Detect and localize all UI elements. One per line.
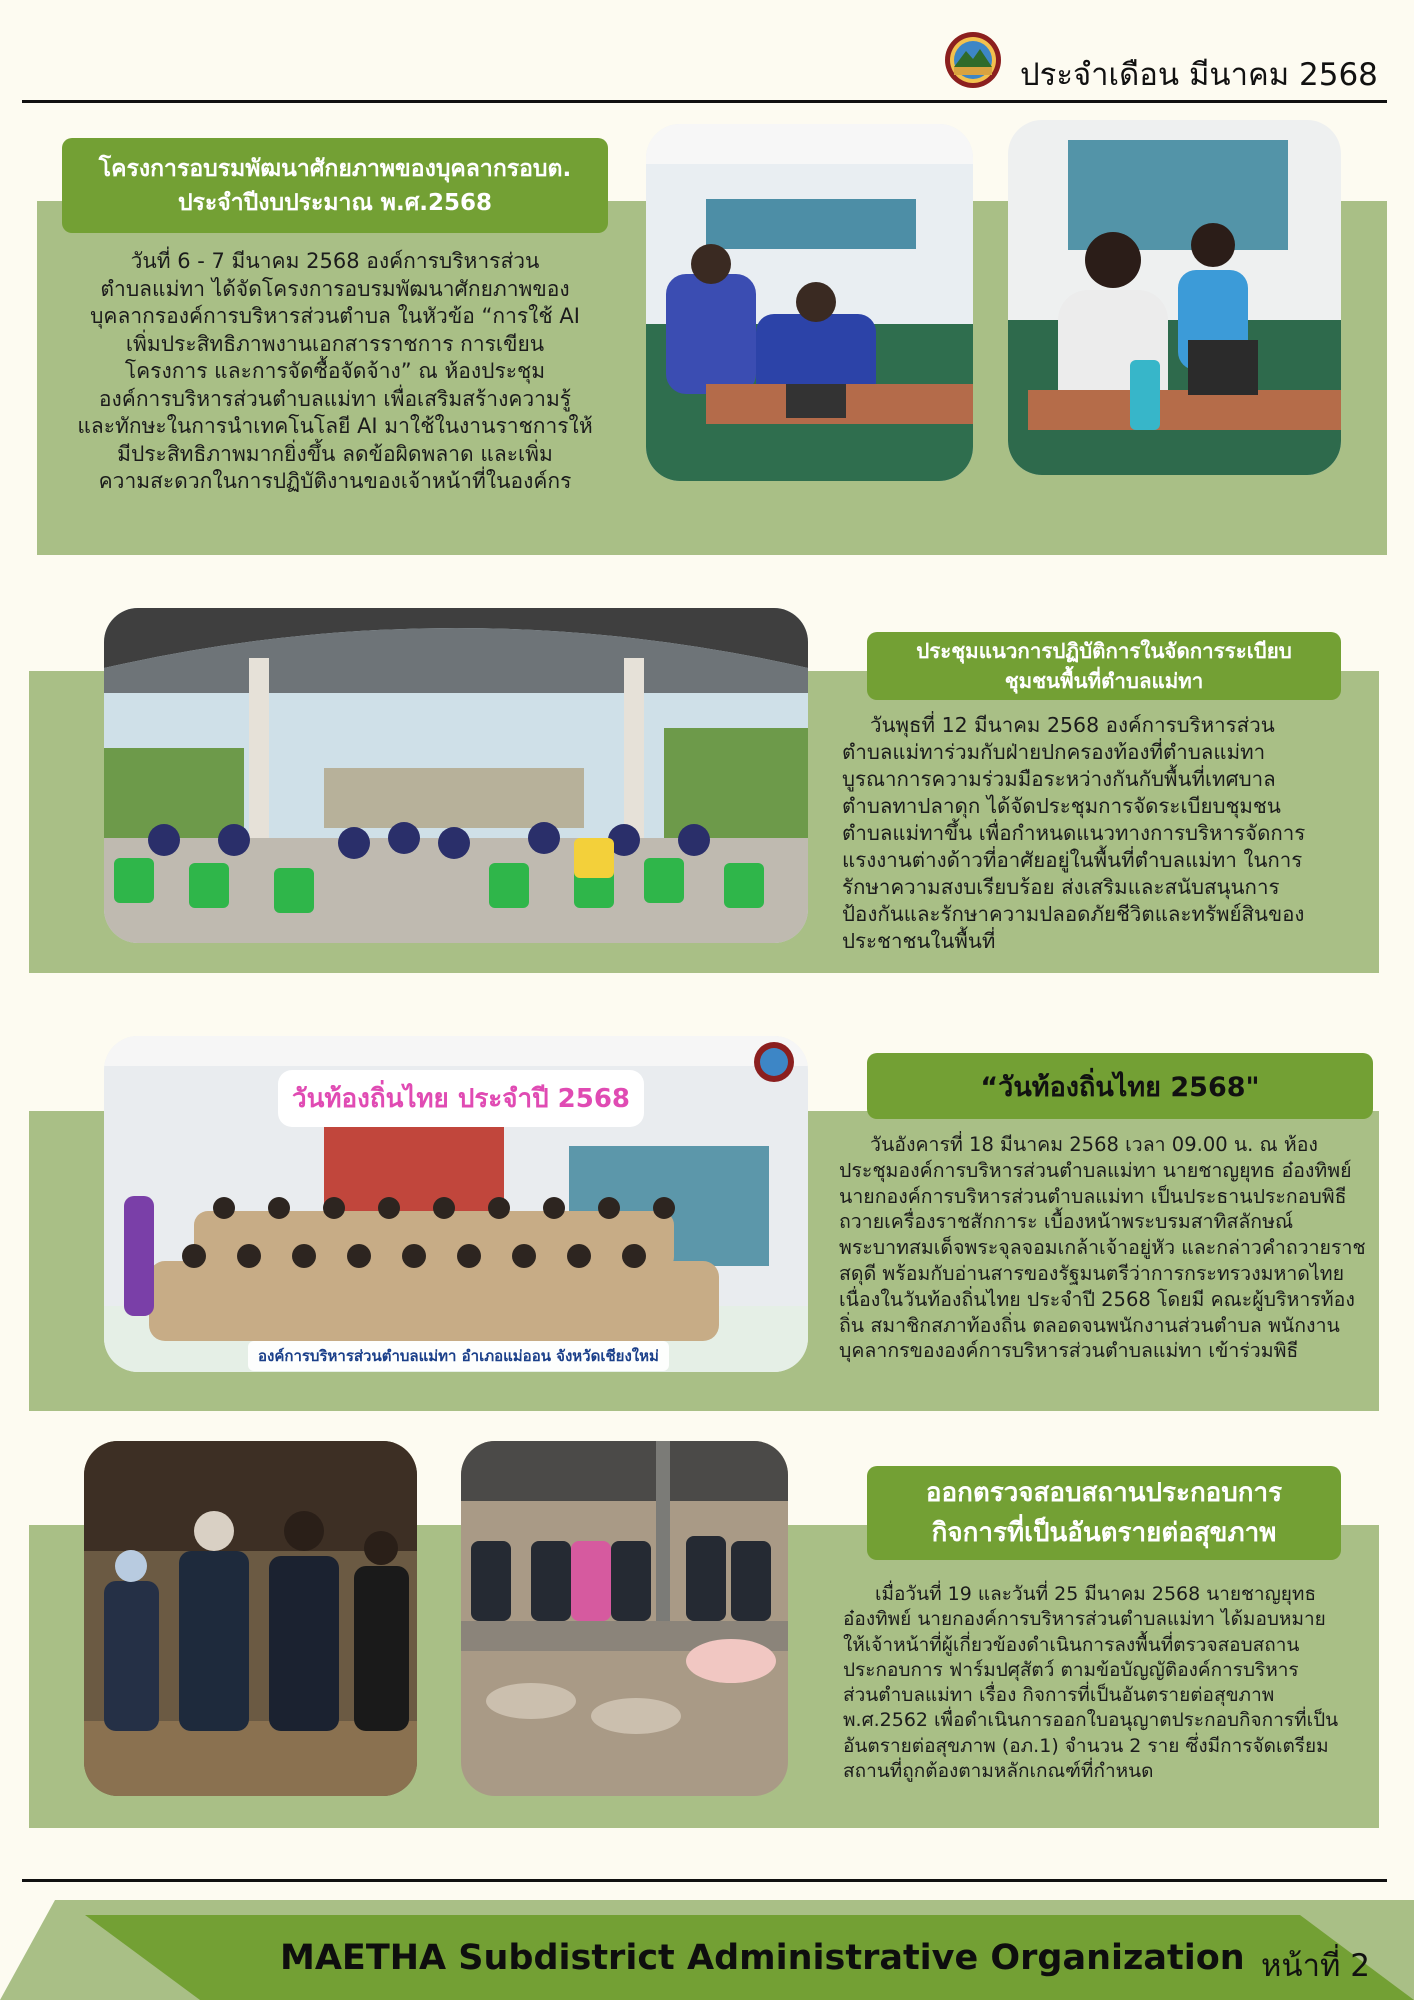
section-4-title-line1: ออกตรวจสอบสถานประกอบการ: [925, 1478, 1283, 1508]
farm-inspection-photo-2: [461, 1441, 788, 1796]
section-3-body: [839, 1132, 1379, 1364]
section-2-title-line2: ชุมชนพื้นที่ตำบลแม่ทา: [1004, 669, 1204, 693]
community-meeting-photo: [104, 608, 808, 943]
section-1-body: [55, 248, 615, 496]
section-2-body: [842, 712, 1362, 955]
section-1-line: บุคลากรองค์การบริหารส่วนตำบล ในหัวข้อ “การใช้ AI: [90, 304, 580, 328]
section-3-line: ถิ่น สมาชิกสภาท้องถิ่น ตลอดจนพนักงานส่วนตำบล พนักงาน: [839, 1313, 1340, 1337]
section-1-title: [62, 138, 608, 233]
section-2-line: ตำบลทาปลาดุก ได้จัดประชุมการจัดระเบียบชุมชน: [842, 794, 1281, 818]
footer-page-number: หน้าที่ 2: [1260, 1948, 1370, 1984]
section-4-line: สถานที่ถูกต้องตามหลักเกณฑ์ที่กำหนด: [843, 1760, 1154, 1783]
section-1-title-line2: ประจำปีงบประมาณ พ.ศ.2568: [177, 189, 493, 216]
organization-logo: [944, 31, 1002, 89]
section-4-line: พ.ศ.2562 เพื่อดำเนินการออกใบอนุญาตประกอบกิจการที่เป็น: [843, 1709, 1339, 1732]
issue-month: ประจำเดือน มีนาคม 2568: [1020, 57, 1378, 93]
section-3-line: นายกองค์การบริหารส่วนตำบลแม่ทา เป็นประธานประกอบพิธี: [839, 1184, 1347, 1208]
section-1-title-line1: โครงการอบรมพัฒนาศักยภาพของบุคลากรอบต.: [98, 155, 572, 182]
training-room-photo-1: [646, 124, 973, 481]
section-4-line: อ๋องทิพย์ นายกองค์การบริหารส่วนตำบลแม่ทา ได้มอบหมาย: [843, 1608, 1326, 1631]
footer-divider: [22, 1879, 1387, 1882]
section-1-line: มีประสิทธิภาพมากยิ่งขึ้น ลดข้อผิดพลาด และเพิ่ม: [117, 441, 553, 466]
local-day-photo-subcaption: องค์การบริหารส่วนตำบลแม่ทา อำเภอแม่ออน จังหวัดเชียงใหม่: [248, 1341, 669, 1371]
section-2-line: ตำบลแม่ทาร่วมกับฝ่ายปกครองท้องที่ตำบลแม่ทา: [842, 740, 1266, 764]
section-3-line: ถวายเครื่องราชสักการะ เบื้องหน้าพระบรมสาทิสลักษณ์: [839, 1210, 1294, 1234]
section-3-line: พระบาทสมเด็จพระจุลจอมเกล้าเจ้าอยู่หัว และกล่าวคำถวายราช: [839, 1236, 1366, 1260]
section-3-line: วันอังคารที่ 18 มีนาคม 2568 เวลา 09.00 น. ณ ห้อง: [870, 1133, 1318, 1156]
section-1-line: และทักษะในการนำเทคโนโลยี AI มาใช้ในงานราชการให้: [77, 414, 593, 438]
section-2-line: บูรณาการความร่วมมือระหว่างกันกับพื้นที่เทศบาล: [842, 767, 1276, 791]
training-room-photo-2: [1008, 120, 1341, 475]
section-2-title-line1: ประชุมแนวการปฏิบัติการในจัดการระเบียบ: [916, 639, 1292, 663]
section-1-line: ตำบลแม่ทา ได้จัดโครงการอบรมพัฒนาศักยภาพของ: [100, 276, 570, 301]
section-4-line: เมื่อวันที่ 19 และวันที่ 25 มีนาคม 2568 นายชาญยุทธ: [875, 1583, 1317, 1605]
section-4-title: [867, 1466, 1341, 1560]
section-3-title-line1: “วันท้องถิ่นไทย 2568": [980, 1071, 1260, 1103]
section-3-line: บุคลากรขององค์การบริหารส่วนตำบลแม่ทา เข้าร่วมพิธี: [839, 1339, 1299, 1363]
section-2-line: รักษาความสงบเรียบร้อย ส่งเสริมและสนับสนุนการ: [842, 875, 1280, 899]
section-4-line: ประกอบการ ฟาร์มปศุสัตว์ ตามข้อบัญญัติองค์การบริหาร: [843, 1658, 1299, 1681]
section-2-line: ตำบลแม่ทาขึ้น เพื่อกำหนดแนวทางการบริหารจัดการ: [842, 821, 1306, 845]
section-1-line: วันที่ 6 - 7 มีนาคม 2568 องค์การบริหารส่วน: [130, 249, 540, 273]
section-4-title-line2: กิจการที่เป็นอันตรายต่อสุขภาพ: [931, 1518, 1277, 1548]
section-3-line: ประชุมองค์การบริหารส่วนตำบลแม่ทา นายชาญยุทธ อ๋องทิพย์: [839, 1158, 1352, 1182]
section-1-line: ความสะดวกในการปฏิบัติงานของเจ้าหน้าที่ในองค์กร: [98, 469, 572, 493]
local-day-photo-caption: วันท้องถิ่นไทย ประจำปี 2568: [278, 1070, 644, 1127]
section-2-line: ประชาชนในพื้นที่: [842, 929, 996, 953]
farm-inspection-photo-1: [84, 1441, 417, 1796]
section-2-line: แรงงานต่างด้าวที่อาศัยอยู่ในพื้นที่ตำบลแม่ทา ในการ: [842, 848, 1303, 872]
section-3-line: เนื่องในวันท้องถิ่นไทย ประจำปี 2568 โดยมี คณะผู้บริหารท้อง: [839, 1287, 1355, 1311]
section-4-line: อันตรายต่อสุขภาพ (อภ.1) จำนวน 2 ราย ซึ่งมีการจัดเตรียม: [843, 1734, 1329, 1757]
section-3-line: สดุดี พร้อมกับอ่านสารของรัฐมนตรีว่าการกระทรวงมหาดไทย: [839, 1261, 1345, 1285]
section-1-line: โครงการ และการจัดซื้อจัดจ้าง” ณ ห้องประชุม: [124, 359, 546, 383]
section-3-title: [867, 1053, 1373, 1119]
section-1-line: องค์การบริหารส่วนตำบลแม่ทา เพื่อเสริมสร้างความรู้: [98, 386, 572, 411]
header-divider: [22, 100, 1387, 103]
section-2-line: ป้องกันและรักษาความปลอดภัยชีวิตและทรัพย์สินของ: [842, 902, 1305, 926]
section-1-line: เพิ่มประสิทธิภาพงานเอกสารราชการ การเขียน: [125, 331, 545, 356]
section-4-line: ส่วนตำบลแม่ทา เรื่อง กิจการที่เป็นอันตรายต่อสุขภาพ: [843, 1684, 1275, 1707]
footer-organization-name: MAETHA Subdistrict Administrative Organization: [280, 1938, 1245, 1978]
section-2-line: วันพุธที่ 12 มีนาคม 2568 องค์การบริหารส่วน: [870, 713, 1275, 737]
section-4-body: [843, 1582, 1373, 1784]
section-4-line: ให้เจ้าหน้าที่ผู้เกี่ยวข้องดำเนินการลงพื้นที่ตรวจสอบสถาน: [843, 1633, 1300, 1656]
section-2-title: [867, 632, 1341, 700]
